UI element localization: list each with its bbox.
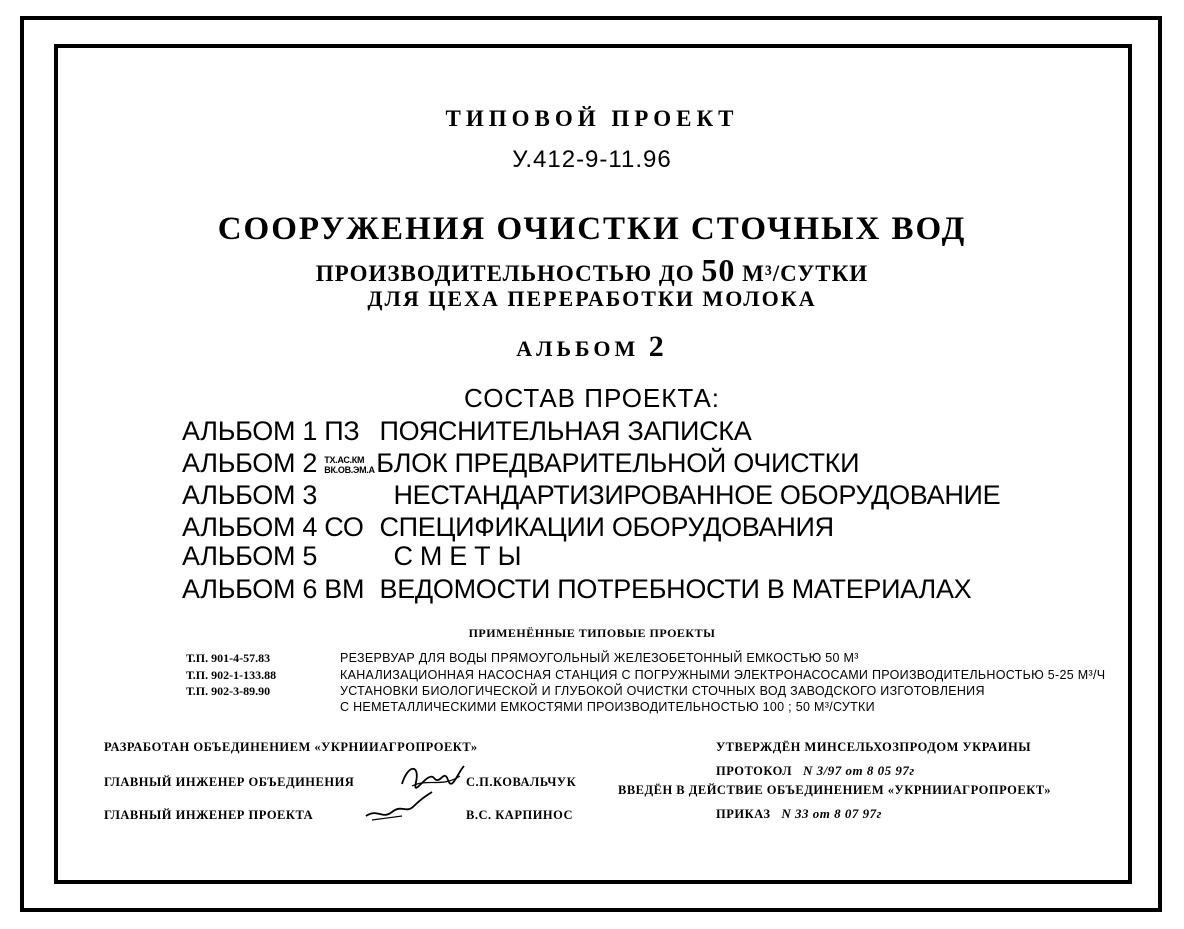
album-row-label: АЛЬБОМ 2 [182,448,318,478]
chief-engineer-org-label: ГЛАВНЫЙ ИНЖЕНЕР ОБЪЕДИНЕНИЯ [104,775,355,789]
album-row [182,541,521,572]
album-row [182,512,834,543]
album-row-label: АЛЬБОМ 1 [182,416,318,446]
capacity-unit: М³/СУТКИ [742,261,869,286]
workshop-line: ДЛЯ ЦЕХА ПЕРЕРАБОТКИ МОЛОКА [367,286,817,311]
album-row-name: НЕСТАНДАРТИЗИРОВАННОЕ ОБОРУДОВАНИЕ [393,480,1001,510]
album-code-line: ТХ.АС.КМ [324,454,365,465]
album-row-label: АЛЬБОМ 5 [182,541,318,571]
album-row [182,416,751,447]
applied-project-code: Т.П. 902-3-89.90 [186,684,271,698]
album-row [182,448,859,479]
enacted-by: ВВЕДЁН В ДЕЙСТВИЕ ОБЪЕДИНЕНИЕМ «УКРНИИАГРОПРОЕКТ» [618,783,1052,797]
album-code-line: ВК.ОВ.ЭМ.А [324,464,375,475]
album-row-label: АЛЬБОМ 6 [182,574,318,604]
order-label: ПРИКАЗ [716,807,771,821]
chief-engineer-project-name: В.С. КАРПИНОС [466,808,574,822]
applied-projects-title: ПРИМЕНЁННЫЕ ТИПОВЫЕ ПРОЕКТЫ [468,626,716,640]
album-label: АЛЬБОМ [516,336,640,361]
order-value: N 33 от 8 07 97г [781,806,882,821]
capacity-number: 50 [701,252,736,288]
applied-project-text: РЕЗЕРВУАР ДЛЯ ВОДЫ ПРЯМОУГОЛЬНЫЙ ЖЕЛЕЗОБЕТОННЫЙ ЕМКОСТЬЮ 50 М³ [340,651,859,665]
protocol-line [716,763,915,779]
album-row [182,574,971,605]
album-row-code: СО [324,512,364,542]
chief-engineer-org-name: С.П.КОВАЛЬЧУК [466,775,577,789]
applied-project-code: Т.П. 901-4-57.83 [186,651,271,665]
album-heading [0,330,1184,364]
album-row [182,480,1000,511]
protocol-value: N 3/97 от 8 05 97г [802,763,915,778]
applied-project-text: КАНАЛИЗАЦИОННАЯ НАСОСНАЯ СТАНЦИЯ С ПОГРУЖНЫМИ ЭЛЕКТРОНАСОСАМИ ПРОИЗВОДИТЕЛЬНОСТЬЮ 5-25 М³/Ч [340,668,1106,682]
protocol-label: ПРОТОКОЛ [716,764,793,778]
capacity-line [0,252,1184,289]
album-number: 2 [648,330,668,363]
project-type-heading: ТИПОВОЙ ПРОЕКТ [445,106,739,131]
applied-project-text: С НЕМЕТАЛЛИЧЕСКИМИ ЕМКОСТЯМИ ПРОИЗВОДИТЕЛЬНОСТЬЮ 100 ; 50 М³/СУТКИ [340,700,875,714]
album-row-name: ПОЯСНИТЕЛЬНАЯ ЗАПИСКА [379,416,752,446]
order-line [716,806,882,822]
main-title: СООРУЖЕНИЯ ОЧИСТКИ СТОЧНЫХ ВОД [217,211,967,247]
composition-title: СОСТАВ ПРОЕКТА: [463,383,721,413]
project-code: У.412-9-11.96 [512,146,672,173]
album-row-code: ВМ [324,574,365,604]
album-row-name: СПЕЦИФИКАЦИИ ОБОРУДОВАНИЯ [379,512,834,542]
album-row-name: ВЕДОМОСТИ ПОТРЕБНОСТИ В МАТЕРИАЛАХ [379,574,972,604]
capacity-prefix: ПРОИЗВОДИТЕЛЬНОСТЬЮ ДО [315,261,695,286]
chief-engineer-project-label: ГЛАВНЫЙ ИНЖЕНЕР ПРОЕКТА [104,808,314,822]
approved-by: УТВЕРЖДЁН МИНСЕЛЬХОЗПРОДОМ УКРАИНЫ [716,740,1032,754]
album-row-label: АЛЬБОМ 3 [182,480,318,510]
album-row-label: АЛЬБОМ 4 [182,512,318,542]
developed-by: РАЗРАБОТАН ОБЪЕДИНЕНИЕМ «УКРНИИАГРОПРОЕКТ» [104,740,478,754]
album-row-name: С М Е Т Ы [393,541,522,571]
applied-project-code: Т.П. 902-1-133.88 [186,668,277,682]
album-row-name: БЛОК ПРЕДВАРИТЕЛЬНОЙ ОЧИСТКИ [376,448,860,478]
applied-project-text: УСТАНОВКИ БИОЛОГИЧЕСКОЙ И ГЛУБОКОЙ ОЧИСТКИ СТОЧНЫХ ВОД ЗАВОДСКОГО ИЗГОТОВЛЕНИЯ [340,684,985,698]
album-row-code [324,455,376,475]
signature-karpinos [362,790,436,826]
album-row-code: ПЗ [324,416,360,446]
